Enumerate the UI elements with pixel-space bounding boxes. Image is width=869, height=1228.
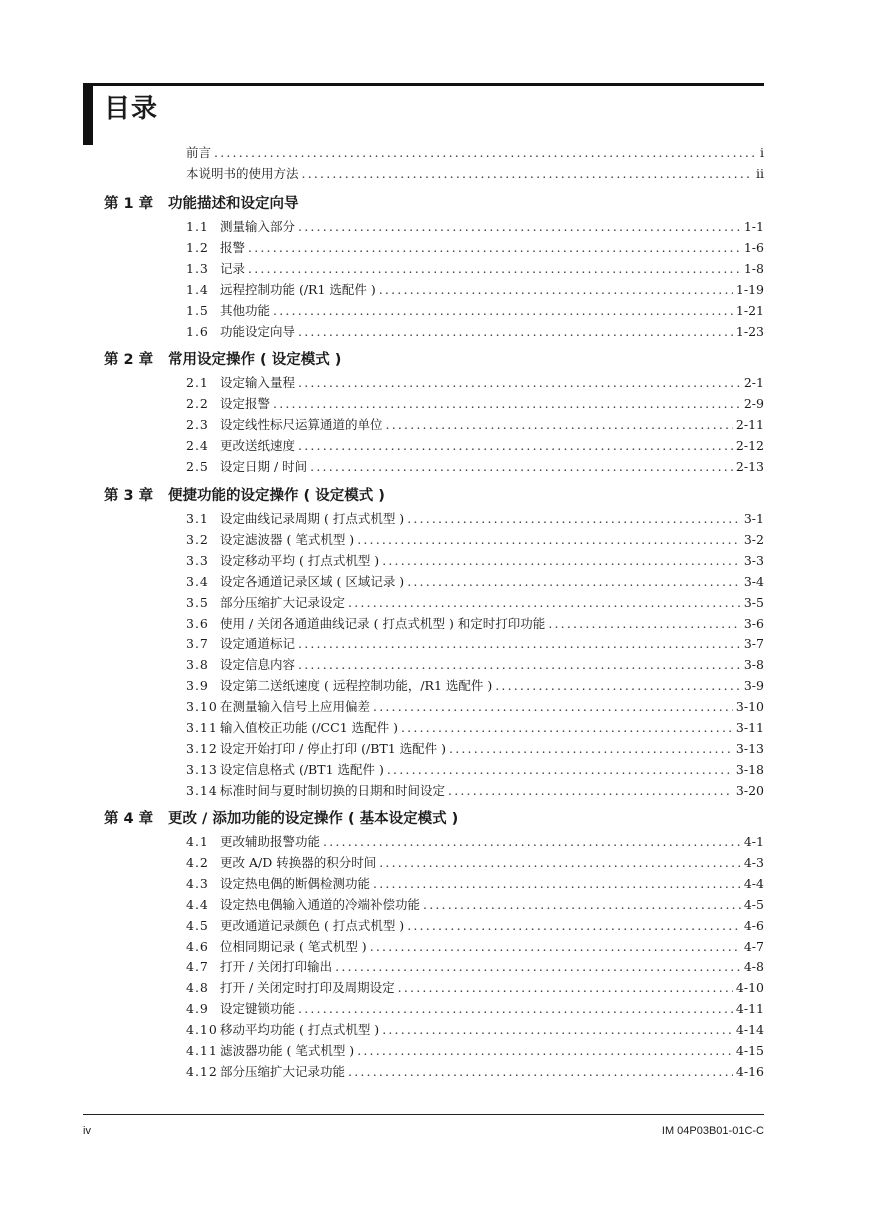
toc-entry-page: 1-8 (743, 261, 764, 276)
toc-entry-title: 滤波器功能 ( 笔式机型 ) (220, 1043, 355, 1058)
dot-leader (298, 322, 733, 342)
toc-entry-number: 3.9 (186, 678, 209, 693)
chapter-title: 功能描述和设定向导 (168, 196, 299, 212)
toc-entry-page: 3-3 (743, 553, 764, 568)
toc-entry-page: 4-16 (735, 1064, 764, 1079)
toc-entry-number: 1.6 (186, 324, 209, 339)
chapter-title: 更改 / 添加功能的设定操作 ( 基本设定模式 ) (168, 811, 459, 827)
toc-entry-number: 1.3 (186, 261, 209, 276)
toc-entry-number: 2.4 (186, 438, 209, 453)
toc-entry-number: 3.13 (186, 762, 218, 777)
toc-entry[interactable] (186, 697, 764, 717)
toc-entry-title: 部分压缩扩大记录功能 (220, 1064, 346, 1079)
dot-leader (379, 853, 741, 873)
toc-entry[interactable] (186, 551, 764, 571)
dot-leader (248, 259, 741, 279)
toc-entry-title: 记录 (220, 261, 246, 276)
toc-entry-number: 4.5 (186, 918, 209, 933)
toc-entry-number: 4.10 (186, 1022, 218, 1037)
toc-entry-page: 3-5 (743, 595, 764, 610)
toc-entry-page: 4-6 (743, 918, 764, 933)
toc-entry-page: 3-11 (735, 720, 764, 735)
dot-leader (273, 301, 733, 321)
toc-entry-title: 设定报警 (220, 396, 271, 411)
toc-entry-number: 4.9 (186, 1001, 209, 1016)
toc-entry[interactable] (186, 301, 764, 321)
toc-entry-page: 3-6 (743, 616, 764, 631)
toc-entry-title: 设定各通道记录区域 ( 区域记录 ) (220, 574, 405, 589)
chapter-heading[interactable] (104, 193, 299, 215)
toc-entry-page: 3-8 (743, 657, 764, 672)
toc-entry[interactable] (186, 457, 764, 477)
toc-entry-page: 1-1 (743, 219, 764, 234)
toc-entry-page: 3-10 (735, 699, 764, 714)
toc-entry-page: 2-12 (735, 438, 764, 453)
dot-leader (373, 697, 733, 717)
toc-entry-number: 2.1 (186, 375, 209, 390)
toc-entry-title: 本说明书的使用方法 (186, 166, 299, 181)
toc-entry-page: 3-1 (743, 511, 764, 526)
chapter-number: 第 4 章 (104, 811, 154, 827)
dot-leader (298, 436, 733, 456)
dot-leader (357, 1041, 733, 1061)
toc-entry-number: 3.7 (186, 636, 209, 651)
dot-leader (495, 676, 741, 696)
toc-entry[interactable] (186, 718, 764, 738)
toc-entry-number: 2.5 (186, 459, 209, 474)
toc-entry-page: 3-9 (743, 678, 764, 693)
toc-entry[interactable] (186, 593, 764, 613)
dot-leader (248, 238, 741, 258)
toc-entry-title: 使用 / 关闭各通道曲线记录 ( 打点式机型 ) 和定时打印功能 (220, 616, 546, 631)
toc-entry-page: ii (756, 166, 764, 181)
toc-entry-page: 4-11 (735, 1001, 764, 1016)
toc-entry-page: 4-8 (743, 959, 764, 974)
toc-entry[interactable] (186, 739, 764, 759)
toc-entry-page: 1-23 (735, 324, 764, 339)
toc-entry-title: 更改送纸速度 (220, 438, 296, 453)
toc-entry-title: 测量输入部分 (220, 219, 296, 234)
toc-entry[interactable] (186, 238, 764, 258)
toc-entry-title: 设定滤波器 ( 笔式机型 ) (220, 532, 355, 547)
dot-leader (448, 781, 733, 801)
toc-entry[interactable] (186, 781, 764, 801)
toc-entry-title: 设定热电偶输入通道的冷端补偿功能 (220, 897, 421, 912)
toc-entry-page: 3-7 (743, 636, 764, 651)
toc-entry[interactable] (186, 322, 764, 342)
toc-entry[interactable] (186, 280, 764, 300)
toc-entry-title: 功能设定向导 (220, 324, 296, 339)
toc-entry-title: 报警 (220, 240, 246, 255)
chapter-number: 第 2 章 (104, 352, 154, 368)
dot-leader (407, 572, 741, 592)
toc-entry-title: 更改通道记录颜色 ( 打点式机型 ) (220, 918, 405, 933)
toc-entry-number: 2.2 (186, 396, 209, 411)
toc-entry[interactable] (186, 655, 764, 675)
toc-entry-number: 3.11 (186, 720, 218, 735)
toc-entry-number: 3.8 (186, 657, 209, 672)
dot-leader (382, 1020, 733, 1040)
toc-entry-title: 输入值校正功能 (/CC1 选配件 ) (220, 720, 398, 735)
toc-entry-title: 标准时间与夏时制切换的日期和时间设定 (220, 783, 446, 798)
footer-page-number: iv (83, 1125, 91, 1137)
toc-entry-number: 3.5 (186, 595, 209, 610)
toc-entry-title: 设定键锁功能 (220, 1001, 296, 1016)
toc-entry[interactable] (186, 394, 764, 414)
toc-entry[interactable] (186, 1020, 764, 1040)
toc-entry-page: 3-20 (735, 783, 764, 798)
toc-entry-number: 3.4 (186, 574, 209, 589)
toc-entry-title: 更改辅助报警功能 (220, 834, 321, 849)
dot-leader (401, 718, 733, 738)
toc-entry[interactable] (186, 1062, 764, 1082)
toc-entry-title: 设定输入量程 (220, 375, 296, 390)
chapter-heading[interactable] (104, 485, 385, 507)
toc-entry-page: 2-9 (743, 396, 764, 411)
toc-entry-page: 1-19 (735, 282, 764, 297)
chapter-number: 第 3 章 (104, 488, 154, 504)
dot-leader (449, 739, 733, 759)
toc-entry-title: 设定第二送纸速度 ( 远程控制功能，/R1 选配件 ) (220, 678, 493, 693)
toc-entry-title: 设定信息内容 (220, 657, 296, 672)
toc-entry-number: 4.7 (186, 959, 209, 974)
toc-entry[interactable] (186, 760, 764, 780)
toc-entry-page: 4-4 (743, 876, 764, 891)
toc-entry-page: 1-6 (743, 240, 764, 255)
toc-entry-number: 3.10 (186, 699, 218, 714)
toc-entry[interactable] (186, 676, 764, 696)
dot-leader (298, 655, 741, 675)
toc-entry-page: 2-1 (743, 375, 764, 390)
toc-entry[interactable] (186, 937, 764, 957)
toc-entry-number: 4.8 (186, 980, 209, 995)
toc-entry[interactable] (186, 436, 764, 456)
toc-entry[interactable] (186, 874, 764, 894)
toc-entry[interactable] (186, 415, 764, 435)
toc-entry-title: 移动平均功能 ( 打点式机型 ) (220, 1022, 380, 1037)
toc-entry-title: 设定热电偶的断偶检测功能 (220, 876, 371, 891)
toc-entry-page: 2-13 (735, 459, 764, 474)
dot-leader (373, 874, 741, 894)
toc-entry-number: 1.1 (186, 219, 209, 234)
dot-leader (379, 280, 733, 300)
dot-leader (335, 957, 741, 977)
toc-entry-number: 3.1 (186, 511, 209, 526)
chapter-heading[interactable] (104, 349, 341, 371)
chapter-number: 第 1 章 (104, 196, 154, 212)
footer-rule (83, 1114, 764, 1115)
toc-entry-title: 设定曲线记录周期 ( 打点式机型 ) (220, 511, 405, 526)
toc-entry-number: 3.3 (186, 553, 209, 568)
toc-entry-title: 位相同期记录 ( 笔式机型 ) (220, 939, 367, 954)
footer-doc-id: IM 04P03B01-01C-C (661, 1125, 764, 1137)
toc-entry[interactable] (186, 509, 764, 529)
toc-entry-page: i (760, 145, 764, 160)
dot-leader (214, 143, 757, 163)
toc-entry[interactable] (186, 853, 764, 873)
dot-leader (302, 164, 753, 184)
dot-leader (348, 1062, 733, 1082)
toc-entry-page: 4-1 (743, 834, 764, 849)
chapter-title: 常用设定操作 ( 设定模式 ) (168, 352, 342, 368)
toc-entry-number: 3.2 (186, 532, 209, 547)
toc-front-entry[interactable] (186, 143, 764, 163)
dot-leader (348, 593, 741, 613)
toc-entry-page: 1-21 (735, 303, 764, 318)
dot-leader (298, 373, 741, 393)
toc-entry-number: 4.1 (186, 834, 209, 849)
toc-entry-number: 3.14 (186, 783, 218, 798)
top-rule (83, 83, 764, 86)
title-side-bar (83, 83, 93, 145)
toc-entry-number: 4.6 (186, 939, 209, 954)
toc-entry[interactable] (186, 614, 764, 634)
toc-entry-number: 4.4 (186, 897, 209, 912)
toc-entry-title: 打开 / 关闭定时打印及周期设定 (220, 980, 395, 995)
toc-entry-number: 1.2 (186, 240, 209, 255)
dot-leader (548, 614, 741, 634)
toc-entry-page: 4-7 (743, 939, 764, 954)
toc-entry-number: 3.12 (186, 741, 218, 756)
dot-leader (407, 509, 741, 529)
toc-entry-title: 设定移动平均 ( 打点式机型 ) (220, 553, 380, 568)
toc-entry[interactable] (186, 373, 764, 393)
toc-entry-title: 前言 (186, 145, 212, 160)
dot-leader (382, 551, 741, 571)
toc-entry-title: 部分压缩扩大记录设定 (220, 595, 346, 610)
toc-entry[interactable] (186, 978, 764, 998)
toc-entry[interactable] (186, 895, 764, 915)
toc-entry[interactable] (186, 572, 764, 592)
toc-entry-title: 设定信息格式 (/BT1 选配件 ) (220, 762, 384, 777)
toc-entry-number: 4.2 (186, 855, 209, 870)
toc-entry-number: 3.6 (186, 616, 209, 631)
toc-front-entry[interactable] (186, 164, 764, 184)
toc-entry-number: 4.11 (186, 1043, 218, 1058)
toc-entry-page: 3-2 (743, 532, 764, 547)
toc-entry[interactable] (186, 217, 764, 237)
toc-entry-page: 3-13 (735, 741, 764, 756)
toc-entry[interactable] (186, 530, 764, 550)
toc-entry-page: 3-18 (735, 762, 764, 777)
toc-entry-page: 4-10 (735, 980, 764, 995)
toc-entry[interactable] (186, 259, 764, 279)
dot-leader (407, 916, 741, 936)
toc-entry-page: 2-11 (735, 417, 764, 432)
toc-entry[interactable] (186, 634, 764, 654)
dot-leader (357, 530, 741, 550)
toc-entry-title: 远程控制功能 (/R1 选配件 ) (220, 282, 376, 297)
dot-leader (298, 634, 741, 654)
toc-entry-page: 4-5 (743, 897, 764, 912)
dot-leader (323, 832, 741, 852)
dot-leader (273, 394, 741, 414)
chapter-title: 便捷功能的设定操作 ( 设定模式 ) (168, 488, 385, 504)
toc-entry-title: 其他功能 (220, 303, 271, 318)
toc-entry-title: 设定通道标记 (220, 636, 296, 651)
chapter-heading[interactable] (104, 808, 458, 830)
toc-entry[interactable] (186, 832, 764, 852)
toc-entry-page: 4-3 (743, 855, 764, 870)
toc-entry-title: 设定日期 / 时间 (220, 459, 308, 474)
dot-leader (398, 978, 733, 998)
dot-leader (298, 999, 733, 1019)
dot-leader (387, 760, 733, 780)
toc-entry-page: 4-15 (735, 1043, 764, 1058)
toc-entry[interactable] (186, 916, 764, 936)
toc-entry[interactable] (186, 1041, 764, 1061)
toc-entry[interactable] (186, 999, 764, 1019)
toc-entry-number: 2.3 (186, 417, 209, 432)
toc-entry[interactable] (186, 957, 764, 977)
dot-leader (298, 217, 741, 237)
dot-leader (386, 415, 733, 435)
toc-entry-page: 3-4 (743, 574, 764, 589)
toc-entry-number: 4.3 (186, 876, 209, 891)
toc-entry-number: 4.12 (186, 1064, 218, 1079)
toc-entry-page: 4-14 (735, 1022, 764, 1037)
dot-leader (310, 457, 733, 477)
dot-leader (423, 895, 741, 915)
toc-entry-title: 设定开始打印 / 停止打印 (/BT1 选配件 ) (220, 741, 447, 756)
toc-entry-number: 1.5 (186, 303, 209, 318)
toc-entry-number: 1.4 (186, 282, 209, 297)
toc-entry-title: 更改 A/D 转换器的积分时间 (220, 855, 377, 870)
dot-leader (370, 937, 741, 957)
toc-entry-title: 在测量输入信号上应用偏差 (220, 699, 371, 714)
toc-entry-title: 设定线性标尺运算通道的单位 (220, 417, 383, 432)
page-title: 目录 (104, 94, 159, 124)
toc-entry-title: 打开 / 关闭打印输出 (220, 959, 333, 974)
